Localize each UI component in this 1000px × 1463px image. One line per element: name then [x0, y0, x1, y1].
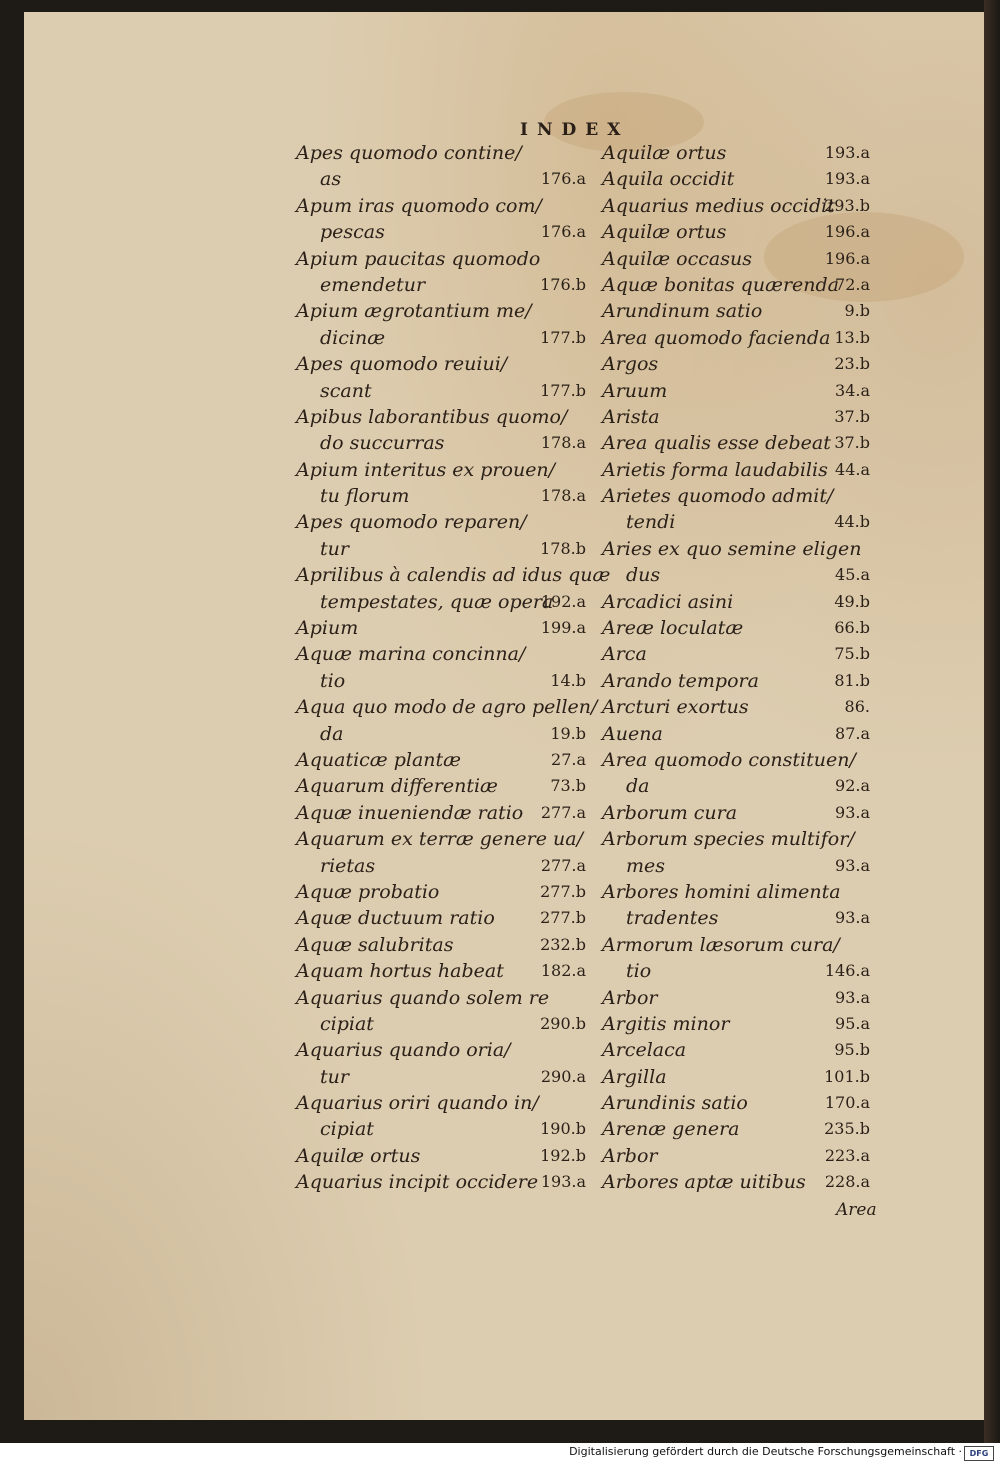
index-entry [296, 193, 592, 246]
page-reference: 37.b [834, 406, 870, 426]
entry-line [296, 800, 592, 826]
entry-text: Apum iras quomodo com/ [296, 194, 542, 217]
entry-line [296, 1143, 592, 1169]
page-reference: 277.a [540, 802, 586, 822]
entry-line [602, 905, 870, 931]
page-reference: 101.b [824, 1066, 870, 1086]
index-entry [602, 1037, 870, 1063]
entry-text: Aquarum differentiæ [296, 775, 498, 798]
entry-text: Argilla [602, 1065, 667, 1088]
page-reference: 92.a [835, 776, 870, 796]
entry-line [602, 958, 870, 984]
index-entry [602, 879, 870, 932]
page-reference: 176.a [540, 222, 586, 242]
index-entry [602, 140, 870, 166]
page-reference: 277.b [540, 908, 586, 928]
page-reference: 14.b [550, 670, 586, 690]
entry-text: Arbores aptæ uitibus [602, 1171, 806, 1194]
page-reference: 44.b [834, 512, 870, 532]
entry-line [296, 615, 592, 641]
entry-line [602, 430, 870, 456]
entry-line [602, 668, 870, 694]
entry-text: cipiat [320, 1012, 374, 1035]
index-entry [602, 1116, 870, 1142]
page-reference: 177.b [540, 380, 586, 400]
entry-text: Aquæ salubritas [296, 933, 454, 956]
index-entry [296, 932, 592, 958]
entry-text: Aqua quo modo de agro pellen/ [296, 696, 598, 719]
page-reference: 193.a [824, 143, 870, 162]
entry-line [602, 1011, 870, 1037]
entry-line [296, 378, 592, 404]
page-reference: 27.a [551, 749, 586, 769]
page-reference: 192.a [540, 591, 586, 611]
entry-text: Apium [296, 617, 359, 640]
index-entry [602, 932, 870, 985]
index-entry [296, 985, 592, 1038]
page-reference: 177.b [540, 327, 586, 347]
page-reference: 87.a [835, 723, 870, 743]
index-entry [296, 958, 592, 984]
entry-line [296, 641, 592, 667]
entry-line [296, 773, 592, 799]
entry-line [296, 351, 592, 377]
page-reference: 176.b [540, 274, 586, 294]
entry-text: Armorum læsorum cura/ [602, 933, 840, 956]
entry-line [296, 562, 611, 588]
page-reference: 44.a [835, 459, 870, 479]
entry-text: dus [626, 564, 661, 587]
index-entry [296, 404, 592, 457]
entry-line [602, 985, 870, 1011]
entry-text: Arbores homini alimenta [602, 880, 841, 903]
index-entry [602, 298, 870, 324]
entry-line [602, 641, 870, 667]
entry-line [602, 193, 870, 219]
entry-line [602, 1143, 870, 1169]
entry-line [602, 140, 870, 166]
entry-line [296, 457, 592, 483]
entry-text: mes [626, 854, 666, 877]
entry-line [602, 747, 870, 773]
page-reference: 199.a [540, 618, 586, 638]
entry-line [296, 668, 592, 694]
entry-line [602, 536, 870, 562]
entry-text: Apes quomodo contine/ [296, 142, 522, 164]
index-entry [602, 747, 870, 800]
page-reference: 228.a [824, 1172, 870, 1192]
entry-text: Apes quomodo reparen/ [296, 511, 527, 534]
index-entry [602, 721, 870, 747]
index-entry [602, 219, 870, 245]
page-reference: 37.b [834, 433, 870, 453]
page-reference: 93.a [835, 802, 870, 822]
page-reference: 192.b [540, 1145, 586, 1165]
index-entry [602, 166, 870, 192]
entry-text: Arborum cura [602, 801, 738, 824]
entry-line [296, 404, 592, 430]
entry-line [602, 298, 870, 324]
entry-line [296, 219, 592, 245]
entry-text: Aquilæ ortus [602, 142, 727, 164]
entry-text: Aquilæ ortus [602, 221, 727, 244]
entry-line [296, 1064, 592, 1090]
entry-text: Apes quomodo reuiui/ [296, 353, 508, 376]
entry-line [602, 1064, 870, 1090]
entry-text: cipiat [320, 1118, 374, 1141]
entry-line [296, 140, 592, 166]
entry-text: Arista [602, 405, 660, 428]
entry-text: Apium paucitas quomodo [296, 247, 541, 270]
entry-text: Areæ loculatæ [602, 617, 744, 640]
page-reference: 235.b [824, 1119, 870, 1139]
index-column-left [296, 140, 611, 1196]
page-reference: 73.b [550, 776, 586, 796]
index-entry [602, 272, 870, 298]
entry-line [296, 1116, 592, 1142]
index-entry [296, 1169, 592, 1195]
entry-text: Aruum [602, 379, 668, 402]
entry-line [296, 958, 592, 984]
entry-text: Arca [602, 643, 647, 666]
entry-line [296, 298, 592, 324]
page-reference: 277.b [540, 881, 586, 901]
entry-text: Aquarius incipit occidere [296, 1171, 539, 1194]
entry-text: tio [626, 960, 652, 983]
index-entry [296, 246, 592, 299]
index-entry [602, 826, 870, 879]
page-reference: 93.a [835, 855, 870, 875]
index-entry [296, 641, 592, 694]
entry-line [296, 430, 592, 456]
entry-text: da [626, 775, 650, 798]
page-reference: 178.a [540, 486, 586, 506]
page-reference: 196.a [824, 248, 870, 268]
entry-line [602, 219, 870, 245]
page-reference: 232.b [540, 934, 586, 954]
index-entry [296, 747, 592, 773]
entry-text: Aquarius quando oria/ [296, 1039, 511, 1062]
index-entry [296, 826, 592, 879]
entry-text: Arcturi exortus [602, 696, 749, 719]
page-reference: 72.a [835, 274, 870, 294]
entry-line [296, 747, 592, 773]
entry-line [602, 1037, 870, 1063]
entry-text: tendi [626, 511, 676, 534]
entry-text: scant [320, 379, 372, 402]
entry-text: Aquæ probatio [296, 880, 440, 903]
page-reference: 193.a [540, 1172, 586, 1192]
entry-line [602, 562, 870, 588]
index-entry [296, 800, 592, 826]
index-entry [602, 615, 870, 641]
entry-line [296, 985, 592, 1011]
index-entry [602, 325, 870, 351]
entry-line [296, 1090, 592, 1116]
entry-line [296, 536, 592, 562]
entry-text: Arbor [602, 986, 658, 1009]
entry-text: Aquarius quando solem re [296, 986, 550, 1009]
index-entry [296, 351, 592, 404]
index-entry [602, 246, 870, 272]
entry-line [296, 879, 592, 905]
page-reference: 13.b [834, 327, 870, 347]
index-entry [296, 562, 611, 615]
entry-text: Arietis forma laudabilis [602, 458, 828, 481]
index-entry [602, 668, 870, 694]
index-entry [602, 351, 870, 377]
index-entry [602, 404, 870, 430]
index-entry [602, 536, 870, 589]
entry-text: tu florum [320, 485, 410, 508]
entry-text: Aries ex quo semine eligen [602, 537, 862, 560]
entry-line [602, 826, 870, 852]
page-reference: 23.b [834, 354, 870, 374]
entry-line [602, 272, 870, 298]
entry-text: Apium interitus ex prouen/ [296, 458, 556, 481]
entry-text: tempestates, quæ opera [320, 590, 554, 613]
page-reference: 293.b [824, 195, 870, 215]
index-entry [296, 140, 592, 193]
entry-line [296, 272, 592, 298]
page-reference: 66.b [834, 618, 870, 638]
entry-text: Auena [602, 722, 663, 745]
index-entry [602, 430, 870, 456]
entry-line [602, 1116, 870, 1142]
index-entry [602, 1011, 870, 1037]
entry-line [602, 721, 870, 747]
entry-line [602, 773, 870, 799]
entry-text: Arando tempora [602, 669, 759, 692]
entry-line [296, 166, 592, 192]
page-reference: 34.a [835, 380, 870, 400]
page-reference: 170.a [824, 1093, 870, 1113]
index-entry [296, 509, 592, 562]
entry-text: Apibus laborantibus quomo/ [296, 405, 568, 428]
entry-text: Area qualis esse debeat [602, 432, 831, 455]
index-entry [602, 800, 870, 826]
entry-text: Arundinis satio [602, 1092, 748, 1115]
entry-line [602, 589, 870, 615]
index-entry [296, 457, 592, 510]
entry-text: Area quomodo facienda [602, 326, 831, 349]
page-reference: 182.a [540, 961, 586, 981]
entry-line [602, 1090, 870, 1116]
entry-line [602, 483, 870, 509]
page-reference: 196.a [824, 222, 870, 242]
page-reference: 45.a [835, 565, 870, 585]
entry-line [602, 853, 870, 879]
entry-text: emendetur [320, 273, 426, 296]
digitization-footer [0, 1443, 1000, 1463]
entry-line [296, 853, 592, 879]
index-entry [296, 879, 592, 905]
entry-line [602, 246, 870, 272]
entry-line [296, 246, 592, 272]
entry-line [602, 800, 870, 826]
index-column-right [602, 140, 870, 1196]
entry-line [602, 1169, 870, 1195]
catchword: Area [836, 1200, 877, 1220]
entry-text: Aquæ inueniendæ ratio [296, 801, 524, 824]
entry-line [296, 1169, 592, 1195]
page-reference: 146.a [824, 961, 870, 981]
entry-text: Arundinum satio [602, 300, 763, 323]
page-reference: 178.a [540, 433, 586, 453]
entry-text: Aquaticæ plantæ [296, 748, 461, 771]
entry-text: rietas [320, 854, 376, 877]
index-entry [296, 905, 592, 931]
page-reference: 86. [844, 697, 870, 717]
entry-text: as [320, 168, 342, 191]
index-entry [602, 457, 870, 483]
page-reference: 75.b [834, 644, 870, 664]
entry-text: Arbor [602, 1144, 658, 1167]
page-reference: 190.b [540, 1119, 586, 1139]
index-entry [602, 1090, 870, 1116]
index-entry [602, 589, 870, 615]
entry-line [296, 325, 592, 351]
entry-line [602, 378, 870, 404]
entry-line [602, 694, 870, 720]
index-entry [602, 694, 870, 720]
entry-line [296, 509, 592, 535]
entry-text: tur [320, 1065, 349, 1088]
entry-text: Arenæ genera [602, 1118, 740, 1141]
entry-text: Aquæ ductuum ratio [296, 907, 495, 930]
index-entry [296, 615, 592, 641]
entry-line [296, 1037, 592, 1063]
entry-text: Argitis minor [602, 1012, 730, 1035]
entry-line [602, 404, 870, 430]
page-reference: 93.a [835, 987, 870, 1007]
entry-line [296, 694, 598, 720]
running-head: INDEX [520, 120, 630, 140]
entry-text: Arborum species multifor/ [602, 828, 855, 851]
page-reference: 178.b [540, 538, 586, 558]
entry-text: Aquarum ex terræ genere ua/ [296, 828, 583, 851]
page-reference: 19.b [550, 723, 586, 743]
entry-line [296, 721, 592, 747]
entry-line [296, 905, 592, 931]
entry-text: tio [320, 669, 346, 692]
entry-line [602, 879, 870, 905]
index-entry [296, 1143, 592, 1169]
entry-text: Aquæ bonitas quærenda [602, 273, 839, 296]
dfg-logo-icon: DFG [964, 1446, 994, 1461]
entry-line [602, 509, 870, 535]
entry-text: da [320, 722, 344, 745]
entry-text: Aquilæ ortus [296, 1144, 421, 1167]
index-entry [296, 298, 592, 351]
page-edge-shadow [984, 0, 1000, 1443]
footer-credit: Digitalisierung gefördert durch die Deutsche Forschungsgemeinschaft · [569, 1445, 962, 1458]
page-reference: 290.b [540, 1013, 586, 1033]
index-entry [602, 1064, 870, 1090]
index-entry [602, 193, 870, 219]
entry-line [602, 615, 870, 641]
entry-line [296, 483, 592, 509]
entry-line [296, 589, 592, 615]
entry-text: Aquam hortus habeat [296, 960, 504, 983]
entry-text: do succurras [320, 432, 445, 455]
entry-line [602, 351, 870, 377]
index-entry [296, 1037, 592, 1090]
index-entry [602, 985, 870, 1011]
index-entry [296, 773, 592, 799]
page-reference: 223.a [824, 1145, 870, 1165]
entry-text: Argos [602, 353, 659, 376]
entry-text: pescas [320, 221, 385, 244]
page-reference: 176.a [540, 169, 586, 189]
page-reference: 81.b [834, 670, 870, 690]
index-entry [602, 378, 870, 404]
entry-text: Apium ægrotantium me/ [296, 300, 532, 323]
entry-text: Aquæ marina concinna/ [296, 643, 526, 666]
page-reference: 9.b [844, 301, 870, 321]
index-entry [296, 1090, 592, 1143]
entry-text: Area quomodo constituen/ [602, 748, 856, 771]
entry-text: Aquarius oriri quando in/ [296, 1092, 539, 1115]
page-reference: 290.a [540, 1066, 586, 1086]
entry-text: tradentes [626, 907, 719, 930]
entry-line [602, 325, 870, 351]
index-entry [602, 483, 870, 536]
entry-line [602, 166, 870, 192]
page-reference: 95.b [834, 1040, 870, 1060]
entry-text: Arcelaca [602, 1039, 687, 1062]
index-entry [602, 1169, 870, 1195]
entry-line [296, 1011, 592, 1037]
entry-text: dicinæ [320, 326, 386, 349]
entry-line [296, 932, 592, 958]
page-reference: 49.b [834, 591, 870, 611]
page-reference: 193.a [824, 169, 870, 189]
index-entry [602, 1143, 870, 1169]
entry-text: Aprilibus à calendis ad idus quæ [296, 564, 611, 587]
entry-line [602, 932, 870, 958]
page-reference: 95.a [835, 1013, 870, 1033]
entry-text: Aquarius medius occidit [602, 194, 835, 217]
entry-text: Arcadici asini [602, 590, 734, 613]
entry-text: tur [320, 537, 349, 560]
index-entry [602, 641, 870, 667]
entry-text: Aquila occidit [602, 168, 735, 191]
entry-text: Arietes quomodo admit/ [602, 485, 834, 508]
entry-text: Aquilæ occasus [602, 247, 752, 270]
page-reference: 93.a [835, 908, 870, 928]
index-entry [296, 694, 598, 747]
entry-line [296, 826, 592, 852]
page-reference: 277.a [540, 855, 586, 875]
entry-line [602, 457, 870, 483]
entry-line [296, 193, 592, 219]
